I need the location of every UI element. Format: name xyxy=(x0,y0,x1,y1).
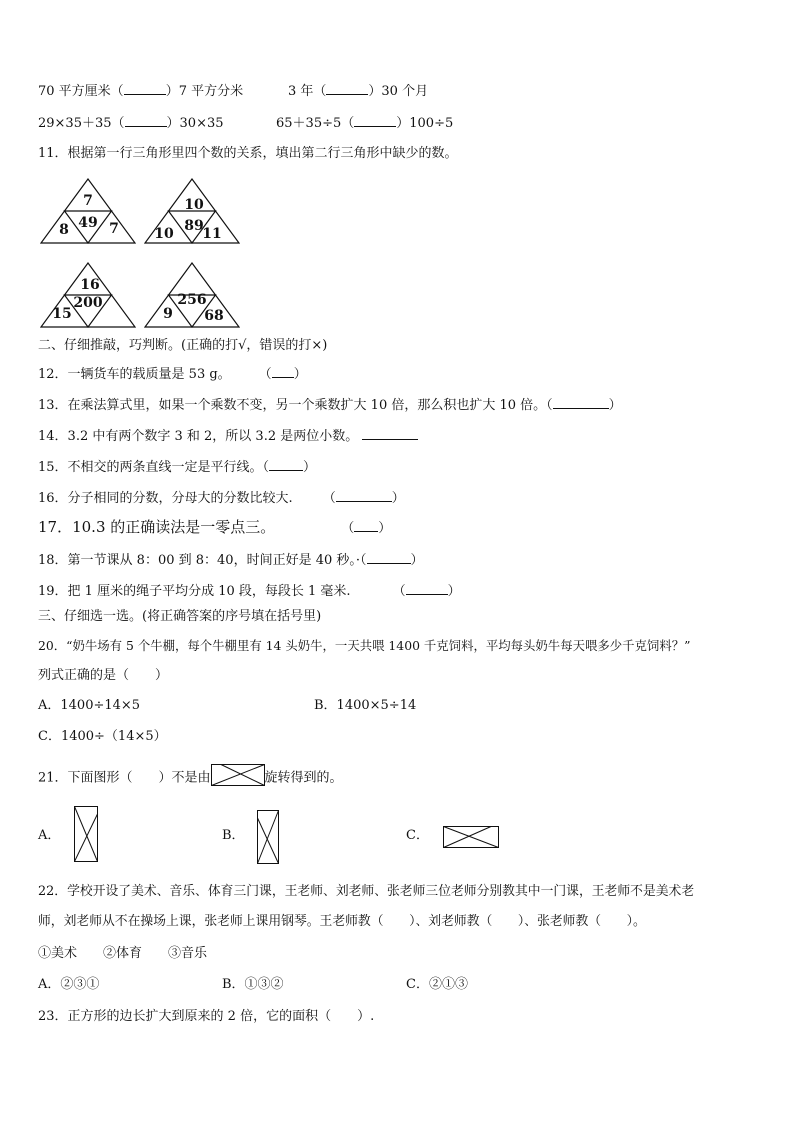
question-19: 19．把 1 厘米的绳子平均分成 10 段，每段长 1 毫米. （ ） xyxy=(38,584,461,599)
subject-list: ①美术 ②体育 ③音乐 xyxy=(38,946,208,961)
question-18: 18．第一节课从 8：00 到 8：40，时间正好是 40 秒。·（ ） xyxy=(38,553,424,568)
triangle-left-number: 15 xyxy=(52,306,72,322)
triangle-right-number: 68 xyxy=(204,308,224,324)
answer-blank[interactable] xyxy=(354,114,396,127)
question-11: 11．根据第一行三角形里四个数的关系，填出第二行三角形中缺少的数。 xyxy=(38,146,458,161)
question-22-line-2: 师，刘老师从不在操场上课，张老师上课用钢琴。王老师教（ ）、刘老师教（ ）、张老师教（ ）。 xyxy=(38,914,646,929)
number-triangle-1 xyxy=(40,178,136,244)
answer-blank[interactable] xyxy=(124,82,166,95)
answer-blank[interactable] xyxy=(354,519,378,532)
answer-blank[interactable] xyxy=(336,489,392,502)
option-b-figure[interactable] xyxy=(257,810,279,868)
compare-1b-right: ）30 个月 xyxy=(368,84,429,99)
number-triangle-2 xyxy=(144,178,240,244)
option-b-label[interactable]: B． xyxy=(222,828,245,843)
question-21: 21．下面图形（ ）不是由 旋转得到的。 xyxy=(38,764,343,792)
compare-row-1b xyxy=(288,82,428,101)
question-13: 13．在乘法算式里，如果一个乘数不变，另一个乘数扩大 10 倍，那么积也扩大 10 倍。（ ） xyxy=(38,398,622,413)
section-2-title: 二、仔细推敲，巧判断。(正确的打√，错误的打×) xyxy=(38,338,328,353)
option-c-figure[interactable] xyxy=(443,826,499,852)
number-triangle-3 xyxy=(40,262,136,328)
triangle-top-number: 16 xyxy=(80,277,100,293)
question-14: 14．3.2 中有两个数字 3 和 2，所以 3.2 是两位小数。 xyxy=(38,427,418,446)
option-a[interactable]: A．②③① xyxy=(38,977,100,992)
section-3-title: 三、仔细选一选。(将正确答案的序号填在括号里) xyxy=(38,609,322,624)
option-c-label[interactable]: C． xyxy=(406,828,429,843)
option-b[interactable]: B．①③② xyxy=(222,977,284,992)
question-23: 23．正方形的边长扩大到原来的 2 倍，它的面积（ ）. xyxy=(38,1009,375,1024)
rotated-rectangle-figure xyxy=(211,764,265,792)
question-22-line-1: 22．学校开设了美术、音乐、体育三门课，王老师、刘老师、张老师三位老师分别教其中一门课，王老师不是美术老 xyxy=(38,884,695,899)
compare-2b-right: ）100÷5 xyxy=(396,116,454,131)
question-16: 16．分子相同的分数，分母大的分数比较大. （ ） xyxy=(38,491,405,506)
compare-1a-left: 70 平方厘米（ xyxy=(38,84,124,99)
answer-blank[interactable] xyxy=(367,551,411,564)
compare-1b-left: 3 年（ xyxy=(288,84,327,99)
triangle-left-number: 8 xyxy=(59,222,69,238)
compare-row-2b xyxy=(276,114,453,133)
compare-2a-left: 29×35＋35（ xyxy=(38,116,125,131)
answer-blank[interactable] xyxy=(406,582,448,595)
triangle-center-number: 256 xyxy=(177,292,207,308)
compare-row-1 xyxy=(38,82,243,101)
option-a-figure[interactable] xyxy=(74,806,98,866)
triangle-center-number: 89 xyxy=(184,218,204,234)
compare-row-2 xyxy=(38,114,224,133)
triangle-left-number: 9 xyxy=(163,306,173,322)
option-a[interactable]: A．1400÷14×5 xyxy=(38,698,141,713)
answer-blank[interactable] xyxy=(125,114,167,127)
triangle-left-number: 10 xyxy=(154,226,174,242)
triangle-center-number: 49 xyxy=(78,215,98,231)
compare-2b-left: 65＋35÷5（ xyxy=(276,116,355,131)
number-triangle-4 xyxy=(144,262,240,328)
answer-blank[interactable] xyxy=(362,427,418,440)
option-c[interactable]: C．②①③ xyxy=(406,977,468,992)
triangle-right-number: 7 xyxy=(109,221,119,237)
question-12: 12．一辆货车的载质量是 53 g。 （ ） xyxy=(38,367,307,382)
option-a-label[interactable]: A． xyxy=(38,828,61,843)
compare-2a-right: ）30×35 xyxy=(166,116,224,131)
answer-blank[interactable] xyxy=(269,458,303,471)
question-20-line-2: 列式正确的是（ ） xyxy=(38,668,169,683)
triangle-right-number: 11 xyxy=(202,226,222,242)
question-17: 17．10.3 的正确读法是一零点三。 （ ） xyxy=(38,518,392,536)
answer-blank[interactable] xyxy=(326,82,368,95)
answer-blank[interactable] xyxy=(272,365,294,378)
triangle-center-number: 200 xyxy=(73,295,103,311)
option-b[interactable]: B．1400×5÷14 xyxy=(314,698,417,713)
compare-1a-right: ）7 平方分米 xyxy=(165,84,244,99)
triangle-top-number: 10 xyxy=(184,197,204,213)
question-15: 15．不相交的两条直线一定是平行线。（ ） xyxy=(38,460,317,475)
answer-blank[interactable] xyxy=(553,396,609,409)
option-c[interactable]: C．1400÷（14×5） xyxy=(38,729,167,744)
triangle-top-number: 7 xyxy=(83,193,93,209)
question-20-line-1: 20．“奶牛场有 5 个牛棚，每个牛棚里有 14 头奶牛，一天共喂 1400 千克饲料，平均每头奶牛每天喂多少千克饲料？” xyxy=(38,638,691,653)
